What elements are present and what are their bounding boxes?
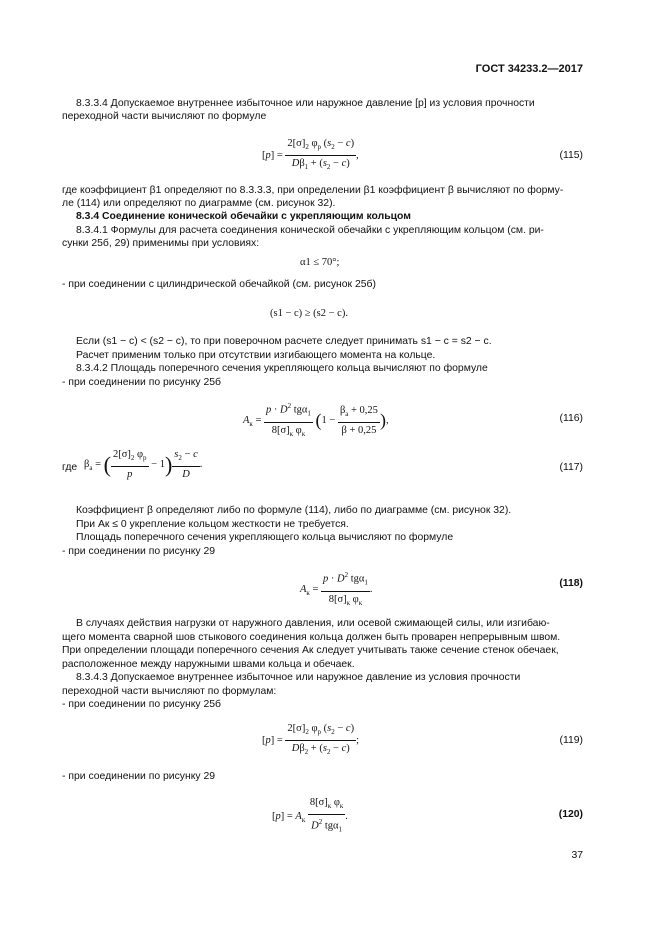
- formula-119: [p] = $\frac{2[\sigma]_2 \varphi_р (s_2 - c)}{D\beta_2 + (s_2 - c)}$ ;: [262, 723, 359, 757]
- connection-fig29-a: - при соединении по рисунку 29: [62, 546, 216, 557]
- ak-condition-line: При Aк ≤ 0 укрепление кольцом жесткости не требуется.: [76, 519, 349, 530]
- paragraph-8334-line2: переходной части вычисляют по формуле: [62, 111, 267, 122]
- paragraph-8343-line1: 8.3.4.3 Допускаемое внутреннее избыточное или наружное давление из условия прочности: [76, 672, 521, 683]
- paragraph-8334-line1: 8.3.3.4 Допускаемое внутреннее избыточное или наружное давление [p] из условия прочности: [76, 98, 535, 109]
- where-label: где: [62, 462, 78, 473]
- paragraph-8343-line2: переходной части вычисляют по формулам:: [62, 686, 277, 697]
- equation-number-118: (118): [559, 578, 583, 589]
- load-paragraph-line2: щего момента сварной шов стыкового соединения кольца должен быть проварен непрерывным швом.: [62, 632, 561, 643]
- area-formula-intro: Площадь поперечного сечения укрепляющего кольца вычисляют по формуле: [76, 532, 454, 543]
- connection-fig29-b: - при соединении по рисунку 29: [62, 771, 216, 782]
- condition-alpha: α1 ≤ 70°;: [300, 257, 340, 268]
- load-paragraph-line4: расположенное между наружными швами кольца и обечаек.: [62, 659, 355, 670]
- inequality-formula: (s1 − c) ≥ (s2 − c).: [270, 308, 348, 319]
- formula-116: $A_к$ = $\frac{p \cdot D^2 tg\alpha_1}{8[\sigma]_к \varphi_к}$ (1 − $\frac{\beta_a + 0,25}{\beta + 0,25}$ ),: [243, 402, 389, 438]
- coefficient-beta-line: Коэффициент β определяют либо по формуле (114), либо по диаграмме (см. рисунок 32).: [76, 505, 512, 516]
- paragraph-8341-line2: сунки 25б, 29) применимы при условиях:: [62, 238, 260, 249]
- equation-number-115: (115): [559, 150, 583, 161]
- equation-number-119: (119): [559, 735, 583, 746]
- equation-number-120: (120): [558, 809, 583, 820]
- load-paragraph-line3: При определении площади поперечного сечения Aк следует учитывать также сечение стенок обечаек,: [62, 645, 559, 656]
- connection-fig25b-b: - при соединении по рисунку 25б: [62, 699, 221, 710]
- paragraph-8341-line1: 8.3.4.1 Формулы для расчета соединения конической обечайки с укрепляющим кольцом (см. ри-: [76, 225, 544, 236]
- if-condition-line: Если (s1 − c) < (s2 − c), то при поверочном расчете следует принимать s1 − c = s2 − c.: [76, 336, 492, 347]
- formula-117: $\beta_a$ = ( $\frac{2[\sigma]_2 \varphi_р}{p}$ − 1) $\frac{s_2 - c}{D}$ .: [84, 449, 203, 481]
- connection-fig25b-a: - при соединении по рисунку 25б: [62, 377, 221, 388]
- formula-115: [p] = $\frac{2[\sigma]_2 \varphi_р (s_2 - c)}{D\beta_1 + (s_2 - c)}$ ,: [262, 138, 359, 172]
- section-heading-834: 8.3.4 Соединение конической обечайки с укрепляющим кольцом: [76, 211, 411, 222]
- coefficient-line1: где коэффициент β1 определяют по 8.3.3.3, при определении β1 коэффициент β вычисляют по форму-: [62, 185, 564, 196]
- formula-118: $A_к$ = $\frac{p \cdot D^2 tg\alpha_1}{8[\sigma]_к \varphi_к}$ .: [300, 571, 373, 607]
- equation-number-116: (116): [559, 413, 583, 424]
- page-number: 37: [571, 850, 583, 861]
- formula-120: $[p] = A_к$ $\frac{8[\sigma]_к \varphi_к}{D^2 tg\alpha_1}$ .: [272, 797, 348, 834]
- load-paragraph-line1: В случаях действия нагрузки от наружного давления, или осевой сжимающей силы, или изгибаю-: [76, 618, 550, 629]
- applicability-line: Расчет применим только при отсутствии изгибающего момента на кольце.: [76, 350, 436, 361]
- equation-number-117: (117): [559, 462, 583, 473]
- coefficient-line2: ле (114) или определяют по диаграмме (см. рисунок 32).: [62, 198, 336, 209]
- cylindrical-connection-line: - при соединении с цилиндрической обечайкой (см. рисунок 25б): [62, 279, 376, 290]
- document-header: ГОСТ 34233.2—2017: [475, 63, 583, 75]
- paragraph-8342: 8.3.4.2 Площадь поперечного сечения укрепляющего кольца вычисляют по формуле: [76, 363, 488, 374]
